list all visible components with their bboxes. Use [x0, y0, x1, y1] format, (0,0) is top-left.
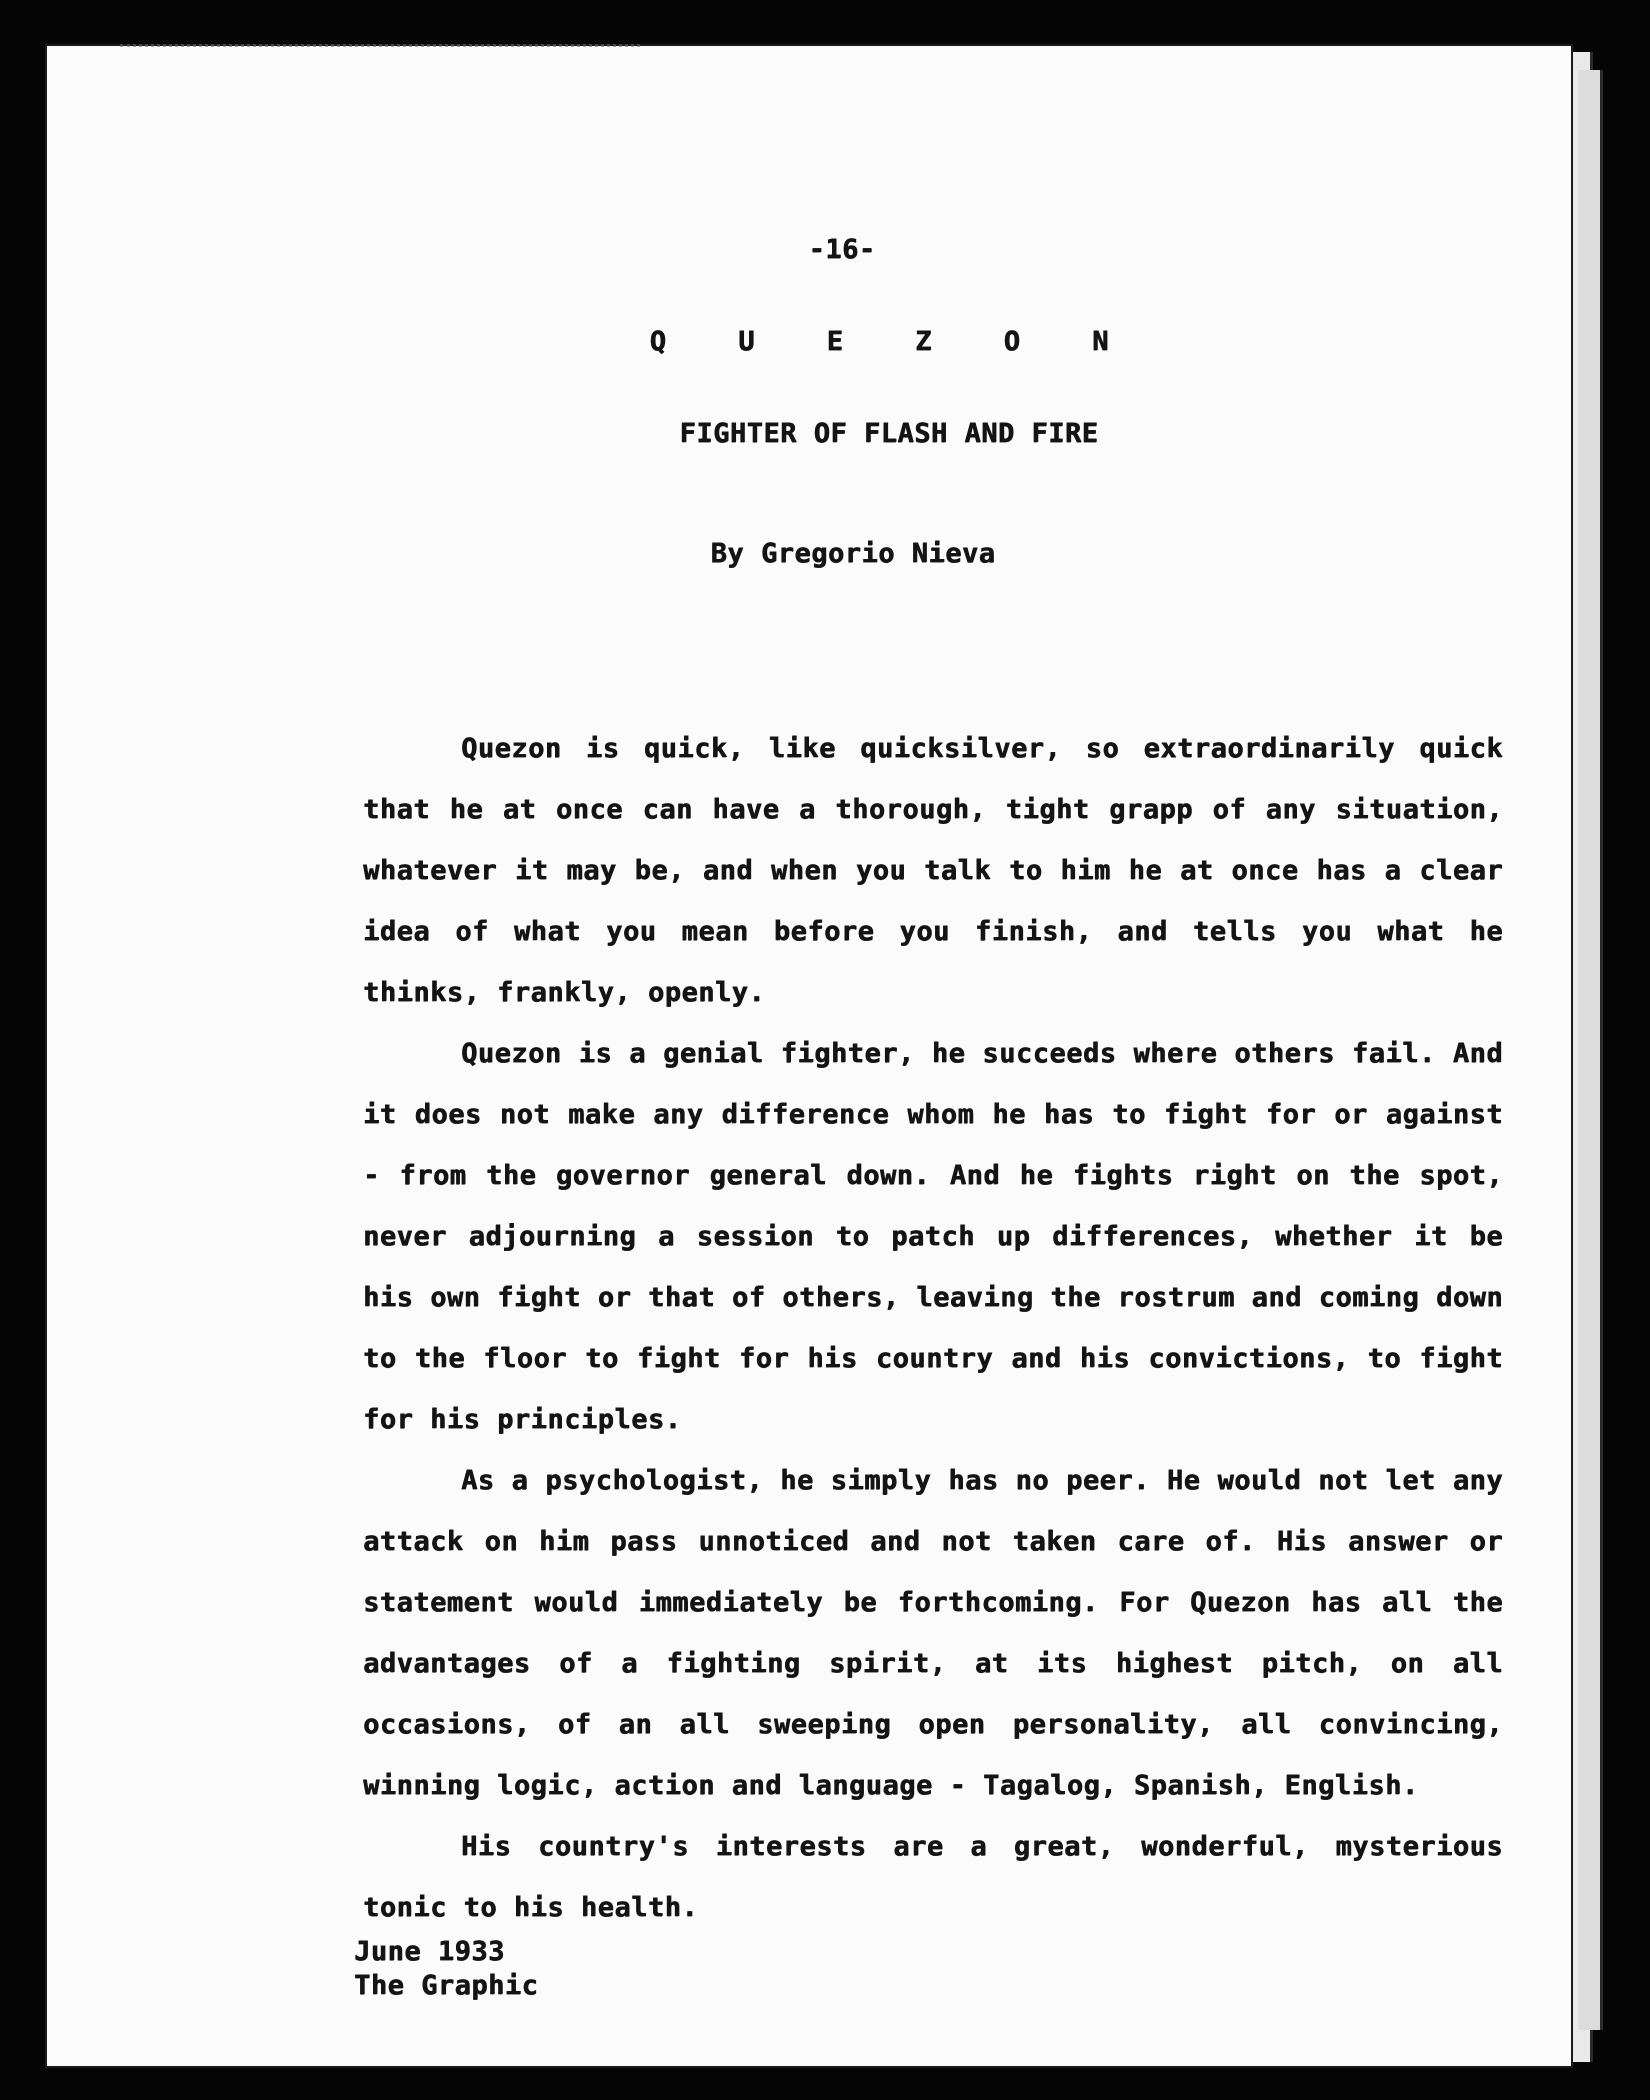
page-edge-marks: [120, 44, 640, 63]
article-title: Q U E Z O N: [649, 326, 1137, 357]
paragraph: Quezon is a genial fighter, he succeeds where others fail. And it does not make any difference whom he has to fight for or against - from the governor general down. And he fights right on the spot, never adjourning a session to patch up differences, whether it be his own fight or that of others, leaving the rostrum and coming down to the floor to fight for his country and his convictions, to fight for his principles.: [363, 1038, 1503, 1435]
typewritten-page: [45, 44, 1573, 2068]
article-source: [354, 1935, 538, 2003]
paragraph: Quezon is quick, like quicksilver, so extraordinarily quick that he at once can have a thorough, tight grapp of any situation, whatever it may be, and when you talk to him he at once has a clear idea of what you mean before you finish, and tells you what he thinks, frankly, openly.: [363, 733, 1503, 1008]
paragraph: His country's interests are a great, wonderful, mysterious tonic to his health.: [363, 1831, 1503, 1923]
article-body: [363, 718, 1503, 1938]
paragraph: As a psychologist, he simply has no peer. He would not let any attack on him pass unnoticed and not taken care of. His answer or statement would immediately be forthcoming. For Quezon has all the advantages of a fighting spirit, at its highest pitch, on all occasions, of an all sweeping open personality, all convincing, winning logic, action and language - Tagalog, Spanish, English.: [363, 1465, 1503, 1801]
article-byline: By Gregorio Nieva: [710, 538, 996, 569]
source-publication: The Graphic: [354, 1970, 539, 2001]
page-number: -16-: [808, 234, 876, 265]
article-subtitle: FIGHTER OF FLASH AND FIRE: [679, 418, 1099, 449]
underlying-sheet-edge: [1578, 70, 1603, 2030]
source-date: June 1933: [354, 1936, 505, 1967]
